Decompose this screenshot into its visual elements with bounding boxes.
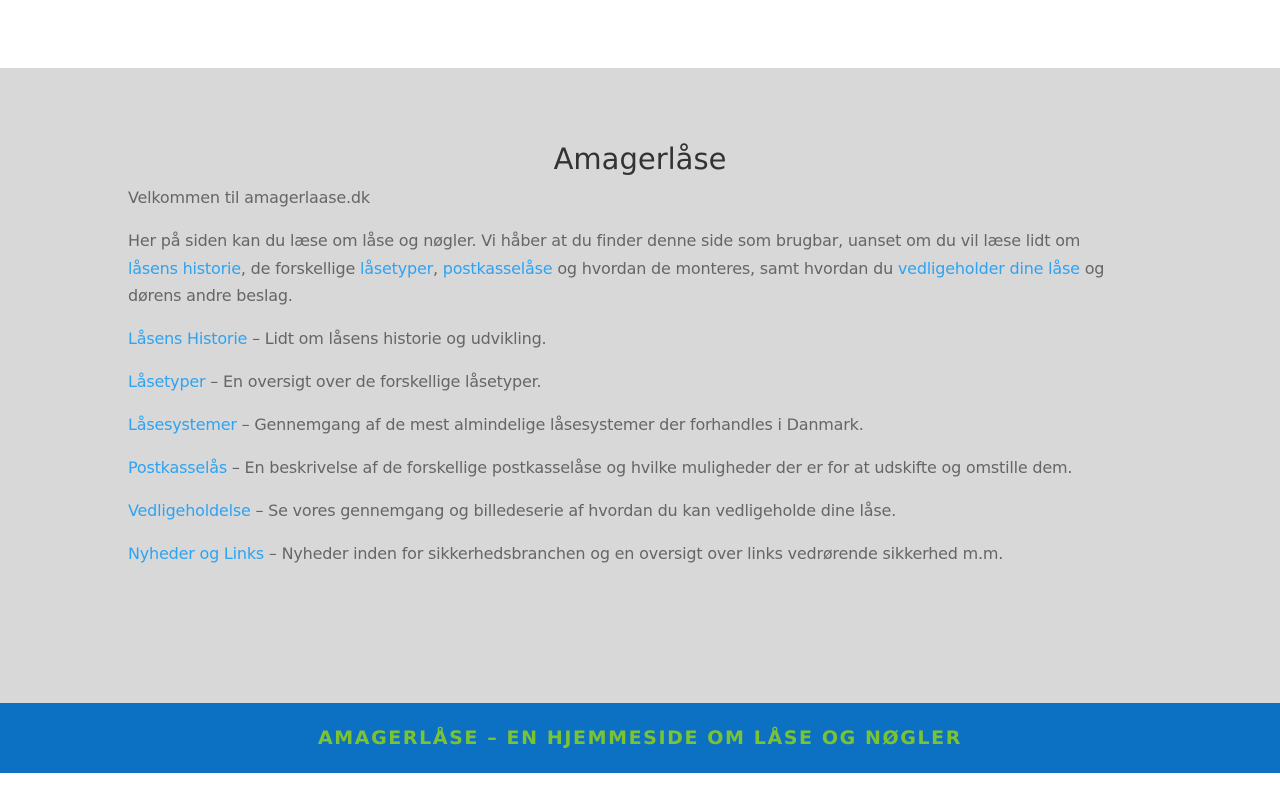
link-vedligeholder-dine-laase[interactable]: vedligeholder dine låse [897, 258, 1080, 278]
link-item-nyheder [128, 540, 1128, 568]
link-item-historie [128, 325, 1128, 353]
link-laasetyper[interactable]: låsetyper [360, 258, 433, 278]
link-item-laasesystemer [128, 411, 1128, 439]
page-title: Amagerlåse [553, 142, 727, 176]
main-section [0, 68, 1280, 703]
footer-bar [0, 703, 1280, 773]
footer-tagline: AMAGERLÅSE – EN HJEMMESIDE OM LÅSE OG NØGLER [318, 727, 962, 749]
nav-link-postkasselaas[interactable]: Postkasselås [128, 458, 227, 477]
top-header [0, 0, 1280, 68]
intro-paragraph [128, 227, 1128, 310]
link-description: – Nyheder inden for sikkerhedsbranchen og en oversigt over links vedrørende sikkerhed m.m. [264, 544, 1004, 563]
welcome-text: Velkommen til amagerlaase.dk [128, 188, 370, 207]
intro-text: og dørens andre beslag. [128, 258, 1105, 305]
nav-link-laasesystemer[interactable]: Låsesystemer [128, 415, 237, 434]
link-item-postkasselaas [128, 454, 1128, 482]
bottom-spacer [0, 773, 1280, 800]
nav-link-nyheder-og-links[interactable]: Nyheder og Links [128, 544, 265, 563]
link-description: – En oversigt over de forskellige låsetyper. [205, 372, 542, 391]
link-item-vedligeholdelse [128, 497, 1128, 525]
link-description: – Lidt om låsens historie og udvikling. [247, 329, 547, 348]
link-item-laasetyper [128, 368, 1128, 396]
content-area [128, 138, 1128, 568]
link-postkasselaase[interactable]: postkasselåse [442, 258, 553, 278]
link-description: – En beskrivelse af de forskellige postkasselåse og hvilke muligheder der er for at udskifte og omstille dem. [226, 458, 1073, 477]
link-laasens-historie[interactable]: låsens historie [128, 258, 241, 278]
intro-text: , [432, 258, 443, 278]
intro-text: og hvordan de monteres, samt hvordan du [552, 258, 898, 278]
nav-link-vedligeholdelse[interactable]: Vedligeholdelse [128, 501, 251, 520]
intro-text: , de forskellige [240, 258, 361, 278]
nav-link-laasens-historie[interactable]: Låsens Historie [128, 329, 248, 348]
link-description: – Gennemgang af de mest almindelige låsesystemer der forhandles i Danmark. [236, 415, 864, 434]
link-description: – Se vores gennemgang og billedeserie af hvordan du kan vedligeholde dine låse. [250, 501, 896, 520]
nav-link-laasetyper[interactable]: Låsetyper [128, 372, 206, 391]
intro-text: Her på siden kan du læse om låse og nøgler. Vi håber at du finder denne side som brugbar, uanset om du vil læse lidt om [128, 231, 1081, 250]
